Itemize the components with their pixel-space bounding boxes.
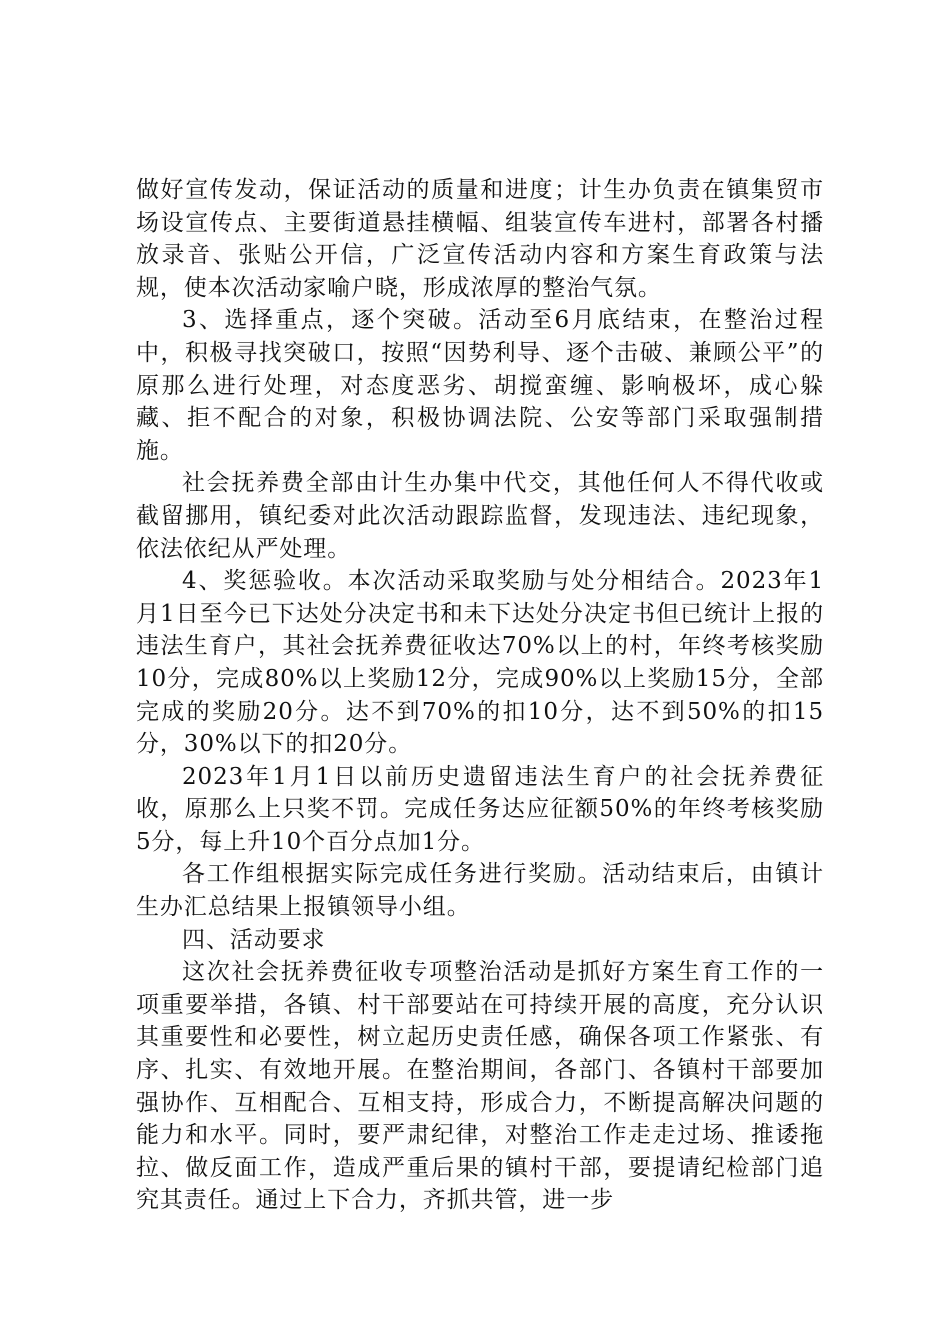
paragraph-historical-cases: 2023年1月1日以前历史遗留违法生育户的社会抚养费征收，原那么上只奖不罚。完成任务达应征额50%的年终考核奖励5分，每上升10个百分点加1分。: [136, 763, 824, 855]
paragraph-work-groups: 各工作组根据实际完成任务进行奖励。活动结束后，由镇计生办汇总结果上报镇领导小组。: [136, 861, 824, 921]
paragraph-requirements: 这次社会抚养费征收专项整治活动是抓好方案生育工作的一项重要举措，各镇、村干部要站在可持续开展的高度，充分认识其重要性和必要性，树立起历史责任感，确保各项工作紧张、有序、扎实、有效地开展。在整治期间，各部门、各镇村干部要加强协作、互相配合、互相支持，形成合力，不断提高解决问题的能力和水平。同时，要严肃纪律，对整治工作走走过场、推诿拖拉、做反面工作，造成严重后果的镇村干部，要提请纪检部门追究其责任。通过上下合力，齐抓共管，进一步: [136, 959, 824, 1214]
document-body: [136, 174, 824, 1217]
paragraph-publicity-continued: 做好宣传发动，保证活动的质量和进度；计生办负责在镇集贸市场设宣传点、主要街道悬挂横幅、组装宣传车进村，部署各村播放录音、张贴公开信，广泛宣传活动内容和方案生育政策与法规，使本次活动家喻户晓，形成浓厚的整治气氛。: [136, 177, 824, 301]
paragraph-item-3-focus: 3、选择重点，逐个突破。活动至6月底结束，在整治过程中，积极寻找突破口，按照“因势利导、逐个击破、兼顾公平”的原那么进行处理，对态度恶劣、胡搅蛮缠、影响极坏，成心躲藏、拒不配合的对象，积极协调法院、公安等部门采取强制措施。: [136, 307, 824, 464]
section-heading-requirements: 四、活动要求: [182, 926, 326, 953]
paragraph-fee-collection: 社会抚养费全部由计生办集中代交，其他任何人不得代收或截留挪用，镇纪委对此次活动跟踪监督，发现违法、违纪现象，依法依纪从严处理。: [136, 470, 824, 562]
paragraph-item-4-rewards: 4、奖惩验收。本次活动采取奖励与处分相结合。2023年1月1日至今已下达处分决定书和未下达处分决定书但已统计上报的违法生育户，其社会抚养费征收达70%以上的村，年终考核奖励10分，完成80%以上奖励12分，完成90%以上奖励15分，全部完成的奖励20分。达不到70%的扣10分，达不到50%的扣15分，30%以下的扣20分。: [136, 568, 824, 758]
